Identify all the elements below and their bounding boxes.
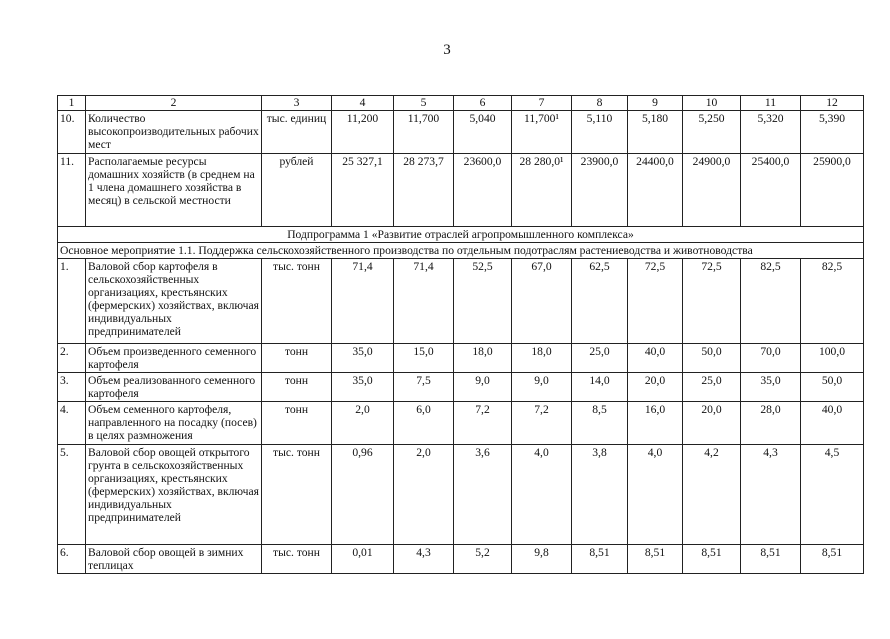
value-cell: 9,0 — [454, 373, 512, 402]
value-cell: 9,0 — [512, 373, 572, 402]
indicator-name: Объем произведенного семенного картофеля — [86, 344, 262, 373]
value-cell: 0,96 — [332, 445, 394, 545]
table-row — [58, 545, 864, 574]
table-row — [58, 154, 864, 227]
value-cell: 8,51 — [801, 545, 864, 574]
value-cell: 72,5 — [628, 259, 683, 344]
value-cell: 14,0 — [572, 373, 628, 402]
value-cell: 25,0 — [572, 344, 628, 373]
value-cell: 4,2 — [683, 445, 741, 545]
unit-cell: рублей — [262, 154, 332, 227]
value-cell: 50,0 — [801, 373, 864, 402]
value-cell: 8,51 — [572, 545, 628, 574]
value-cell: 62,5 — [572, 259, 628, 344]
row-number: 4. — [58, 402, 86, 445]
table-row — [58, 111, 864, 154]
value-cell: 5,2 — [454, 545, 512, 574]
value-cell: 18,0 — [512, 344, 572, 373]
indicators-table — [57, 95, 864, 574]
value-cell: 52,5 — [454, 259, 512, 344]
value-cell: 11,200 — [332, 111, 394, 154]
column-number-row — [58, 96, 864, 111]
row-number: 11. — [58, 154, 86, 227]
column-number-cell: 1 — [58, 96, 86, 111]
column-number-cell: 2 — [86, 96, 262, 111]
value-cell: 5,180 — [628, 111, 683, 154]
unit-cell: тонн — [262, 402, 332, 445]
value-cell: 7,5 — [394, 373, 454, 402]
value-cell: 28 280,0¹ — [512, 154, 572, 227]
value-cell: 7,2 — [512, 402, 572, 445]
indicator-name: Объем реализованного семенного картофеля — [86, 373, 262, 402]
value-cell: 25,0 — [683, 373, 741, 402]
value-cell: 18,0 — [454, 344, 512, 373]
measure-row — [58, 243, 864, 259]
indicator-name: Валовой сбор картофеля в сельскохозяйственных организациях, крестьянских (фермерских) хозяйствах, включая индивидуальных предпринимателей — [86, 259, 262, 344]
value-cell: 6,0 — [394, 402, 454, 445]
value-cell: 8,51 — [628, 545, 683, 574]
column-number-cell: 6 — [454, 96, 512, 111]
value-cell: 24400,0 — [628, 154, 683, 227]
unit-cell: тыс. тонн — [262, 259, 332, 344]
unit-cell: тыс. тонн — [262, 545, 332, 574]
value-cell: 8,51 — [741, 545, 801, 574]
value-cell: 82,5 — [801, 259, 864, 344]
value-cell: 5,250 — [683, 111, 741, 154]
column-number-cell: 8 — [572, 96, 628, 111]
value-cell: 67,0 — [512, 259, 572, 344]
value-cell: 5,110 — [572, 111, 628, 154]
column-number-cell: 5 — [394, 96, 454, 111]
row-number: 5. — [58, 445, 86, 545]
row-number: 6. — [58, 545, 86, 574]
value-cell: 3,6 — [454, 445, 512, 545]
value-cell: 5,390 — [801, 111, 864, 154]
column-number-cell: 7 — [512, 96, 572, 111]
value-cell: 3,8 — [572, 445, 628, 545]
value-cell: 4,3 — [741, 445, 801, 545]
value-cell: 72,5 — [683, 259, 741, 344]
value-cell: 82,5 — [741, 259, 801, 344]
value-cell: 16,0 — [628, 402, 683, 445]
indicator-name: Валовой сбор овощей в зимних теплицах — [86, 545, 262, 574]
value-cell: 35,0 — [741, 373, 801, 402]
column-number-cell: 3 — [262, 96, 332, 111]
value-cell: 5,040 — [454, 111, 512, 154]
value-cell: 4,0 — [512, 445, 572, 545]
value-cell: 8,5 — [572, 402, 628, 445]
subprogram-row — [58, 227, 864, 243]
table-row — [58, 259, 864, 344]
indicator-name: Количество высокопроизводительных рабочих мест — [86, 111, 262, 154]
unit-cell: тыс. тонн — [262, 445, 332, 545]
unit-cell: тонн — [262, 373, 332, 402]
value-cell: 23900,0 — [572, 154, 628, 227]
value-cell: 100,0 — [801, 344, 864, 373]
value-cell: 8,51 — [683, 545, 741, 574]
value-cell: 25400,0 — [741, 154, 801, 227]
column-number-cell: 12 — [801, 96, 864, 111]
unit-cell: тыс. единиц — [262, 111, 332, 154]
value-cell: 15,0 — [394, 344, 454, 373]
value-cell: 28,0 — [741, 402, 801, 445]
value-cell: 40,0 — [801, 402, 864, 445]
value-cell: 71,4 — [394, 259, 454, 344]
value-cell: 71,4 — [332, 259, 394, 344]
unit-cell: тонн — [262, 344, 332, 373]
indicator-name: Объем семенного картофеля, направленного на посадку (посев) в целях размножения — [86, 402, 262, 445]
table-row — [58, 373, 864, 402]
value-cell: 11,700 — [394, 111, 454, 154]
value-cell: 2,0 — [394, 445, 454, 545]
value-cell: 5,320 — [741, 111, 801, 154]
indicator-name: Валовой сбор овощей открытого грунта в сельскохозяйственных организациях, крестьянских (фермерских) хозяйствах, включая индивидуальных предпринимателей — [86, 445, 262, 545]
value-cell: 0,01 — [332, 545, 394, 574]
measure-title: Основное мероприятие 1.1. Поддержка сельскохозяйственного производства по отдельным подотраслям растениеводства и животноводства — [58, 243, 864, 259]
value-cell: 9,8 — [512, 545, 572, 574]
column-number-cell: 9 — [628, 96, 683, 111]
row-number: 3. — [58, 373, 86, 402]
value-cell: 25900,0 — [801, 154, 864, 227]
row-number: 2. — [58, 344, 86, 373]
table-row — [58, 402, 864, 445]
value-cell: 20,0 — [628, 373, 683, 402]
indicator-name: Располагаемые ресурсы домашних хозяйств (в среднем на 1 члена домашнего хозяйства в месяц) в сельской местности — [86, 154, 262, 227]
row-number: 10. — [58, 111, 86, 154]
value-cell: 50,0 — [683, 344, 741, 373]
row-number: 1. — [58, 259, 86, 344]
page-number: 3 — [443, 42, 451, 58]
value-cell: 4,5 — [801, 445, 864, 545]
value-cell: 70,0 — [741, 344, 801, 373]
value-cell: 25 327,1 — [332, 154, 394, 227]
value-cell: 11,700¹ — [512, 111, 572, 154]
value-cell: 4,3 — [394, 545, 454, 574]
value-cell: 7,2 — [454, 402, 512, 445]
table-row — [58, 445, 864, 545]
value-cell: 28 273,7 — [394, 154, 454, 227]
value-cell: 24900,0 — [683, 154, 741, 227]
value-cell: 35,0 — [332, 373, 394, 402]
value-cell: 23600,0 — [454, 154, 512, 227]
column-number-cell: 4 — [332, 96, 394, 111]
value-cell: 2,0 — [332, 402, 394, 445]
subprogram-title: Подпрограмма 1 «Развитие отраслей агропромышленного комплекса» — [58, 227, 864, 243]
table-row — [58, 344, 864, 373]
column-number-cell: 11 — [741, 96, 801, 111]
value-cell: 20,0 — [683, 402, 741, 445]
column-number-cell: 10 — [683, 96, 741, 111]
value-cell: 40,0 — [628, 344, 683, 373]
value-cell: 4,0 — [628, 445, 683, 545]
value-cell: 35,0 — [332, 344, 394, 373]
